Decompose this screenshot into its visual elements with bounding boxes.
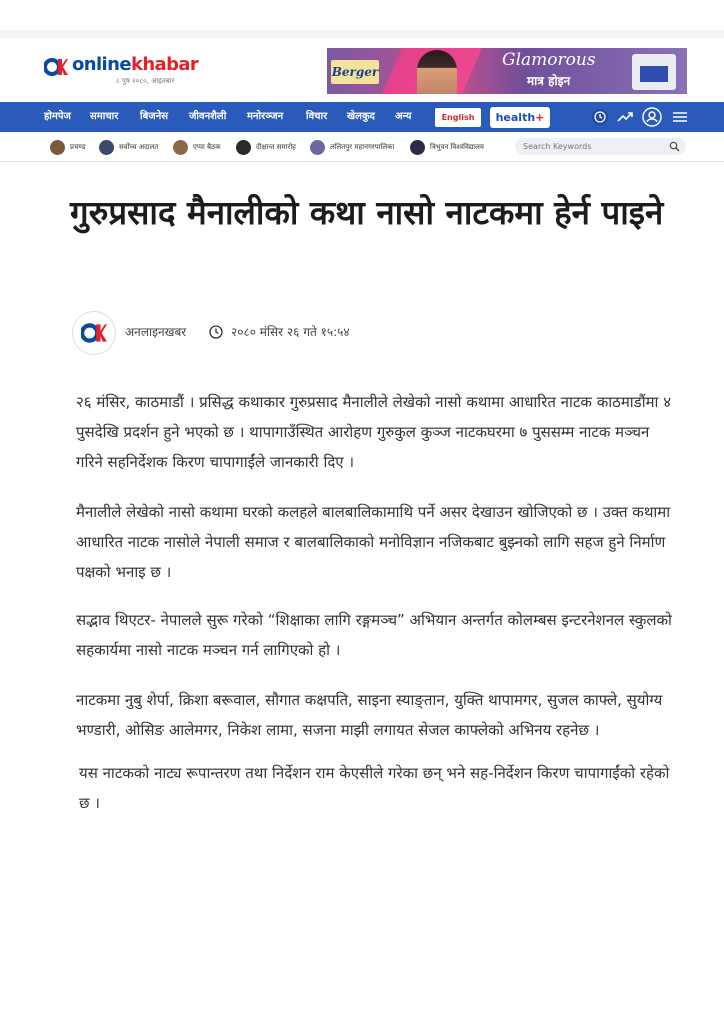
nav-item-home[interactable]: होमपेज — [44, 111, 71, 122]
ad-model-image — [417, 50, 457, 94]
nav-item-sports[interactable]: खेलकुद — [347, 111, 375, 122]
author-avatar[interactable] — [72, 311, 116, 355]
author-logo-icon — [81, 322, 107, 344]
article-paragraph: नाटकमा नुबु शेर्पा, क्रिशा बरूवाल, सौगात कक्षपति, साइना स्याङ्तान, युक्ति थापामगर, सुजल काफ्ले, सुयोग्य भण्डारी, ओसिङ आलेमगर, निकेश लामा, सजना माझी लगायत सेजल काफ्लेको अभिनय रहनेछ । — [76, 691, 663, 739]
search-box — [515, 138, 686, 155]
topic-label: सर्वोच्च अदालत — [119, 142, 159, 151]
topic-chip[interactable] — [310, 138, 394, 156]
topic-avatar — [410, 140, 425, 155]
trending-topics-bar — [0, 133, 724, 162]
article-paragraph: सद्भाव थिएटर- नेपालले सुरू गरेको “शिक्षाका लागि रङ्गमञ्च” अभियान अन्तर्गत कोलम्बस इन्टरनेशनल स्कुलको सहकार्यमा नासो नाटक मञ्चन गर्न लागिएको हो । — [76, 611, 672, 659]
topic-label: त्रिभुवन विश्वविद्यालय — [430, 142, 484, 151]
search-icon[interactable] — [669, 141, 680, 152]
nav-item-other[interactable]: अन्य — [395, 111, 412, 122]
author-name[interactable]: अनलाइनखबर — [125, 325, 187, 339]
top-strip — [0, 30, 724, 38]
topic-chip[interactable] — [410, 138, 484, 156]
topic-avatar — [99, 140, 114, 155]
article-paragraph: २६ मंसिर, काठमाडौं । प्रसिद्ध कथाकार गुरुप्रसाद मैनालीले लेखेको नासो कथामा आधारित नाटक काठमाडौंमा ४ पुसदेखि प्रदर्शन हुने भएको छ । थापागाउँस्थित आरोहण गुरुकुल कुञ्ज नाटकघरमा ७ पुससम्म नाटक मञ्चन गरिने सहनिर्देशक किरण चापागाईंले जानकारी दिए । — [76, 393, 672, 471]
topic-label: प्रचण्ड — [70, 142, 86, 151]
logo-text-online: online — [72, 54, 131, 75]
nav-item-opinion[interactable]: विचार — [306, 111, 328, 122]
topic-chip[interactable] — [236, 138, 296, 156]
topic-avatar — [50, 140, 65, 155]
topic-avatar — [310, 140, 325, 155]
health-plus-mark: + — [535, 111, 545, 124]
topic-chip[interactable] — [50, 138, 86, 156]
nav-item-lifestyle[interactable]: जीवनशैली — [189, 111, 227, 122]
article-paragraph: मैनालीले लेखेको नासो कथामा घरको कलहले बालबालिकामाथि पर्ने असर देखाउन खोजिएको छ । उक्त कथामा आधारित नाटक नासोले नेपाली समाज र बालबालिकाको मनोविज्ञान नजिकबाट बुझ्नको लागि सहज हुने निर्माण पक्षको भनाइ छ । — [76, 503, 671, 581]
header-date: ८ पुष २०८०, आइतबार — [116, 77, 175, 85]
topic-label: ललितपुर महानगरपालिका — [330, 142, 395, 151]
search-input[interactable] — [523, 138, 663, 155]
user-account-icon[interactable] — [642, 107, 662, 127]
ad-paint-can-image — [632, 54, 676, 90]
trending-icon[interactable] — [616, 108, 634, 126]
topic-label: दीक्षान्त समारोह — [256, 142, 296, 151]
nav-item-business[interactable]: बिजनेस — [140, 111, 169, 122]
nav-item-entertainment[interactable]: मनोरञ्जन — [247, 111, 284, 122]
ad-subtitle: मात्र होइन — [527, 74, 571, 88]
topic-avatar — [236, 140, 251, 155]
topic-chip[interactable] — [99, 138, 158, 156]
topic-label: एप्पा बैठक — [193, 142, 221, 151]
article-paragraph: यस नाटकको नाट्य रूपान्तरण तथा निर्देशन राम केएसीले गरेका छन् भने सह-निर्देशन किरण चापागाईंको रहेको छ । — [79, 764, 670, 812]
main-nav — [0, 102, 724, 132]
clock-icon — [209, 325, 223, 339]
ad-title: Glamorous — [502, 50, 596, 70]
health-label: health — [495, 111, 536, 124]
ad-brand-logo: Berger — [331, 60, 379, 84]
english-edition-button[interactable]: English — [435, 108, 481, 127]
health-button[interactable] — [490, 107, 550, 128]
topic-chip[interactable] — [173, 138, 220, 156]
history-clock-icon[interactable] — [591, 108, 609, 126]
article-title: गुरुप्रसाद मैनालीको कथा नासो नाटकमा हेर्न पाइने — [70, 193, 664, 232]
logo-mark-icon — [44, 57, 68, 77]
hamburger-menu-icon[interactable] — [671, 108, 689, 126]
site-header — [0, 38, 724, 102]
logo-text — [72, 54, 198, 75]
header-ad-banner[interactable] — [327, 48, 687, 94]
publish-date: २०८० मंसिर २६ गते १५:५४ — [231, 325, 350, 339]
nav-item-news[interactable]: समाचार — [90, 111, 119, 122]
logo-text-khabar: khabar — [130, 54, 199, 75]
topic-avatar — [173, 140, 188, 155]
